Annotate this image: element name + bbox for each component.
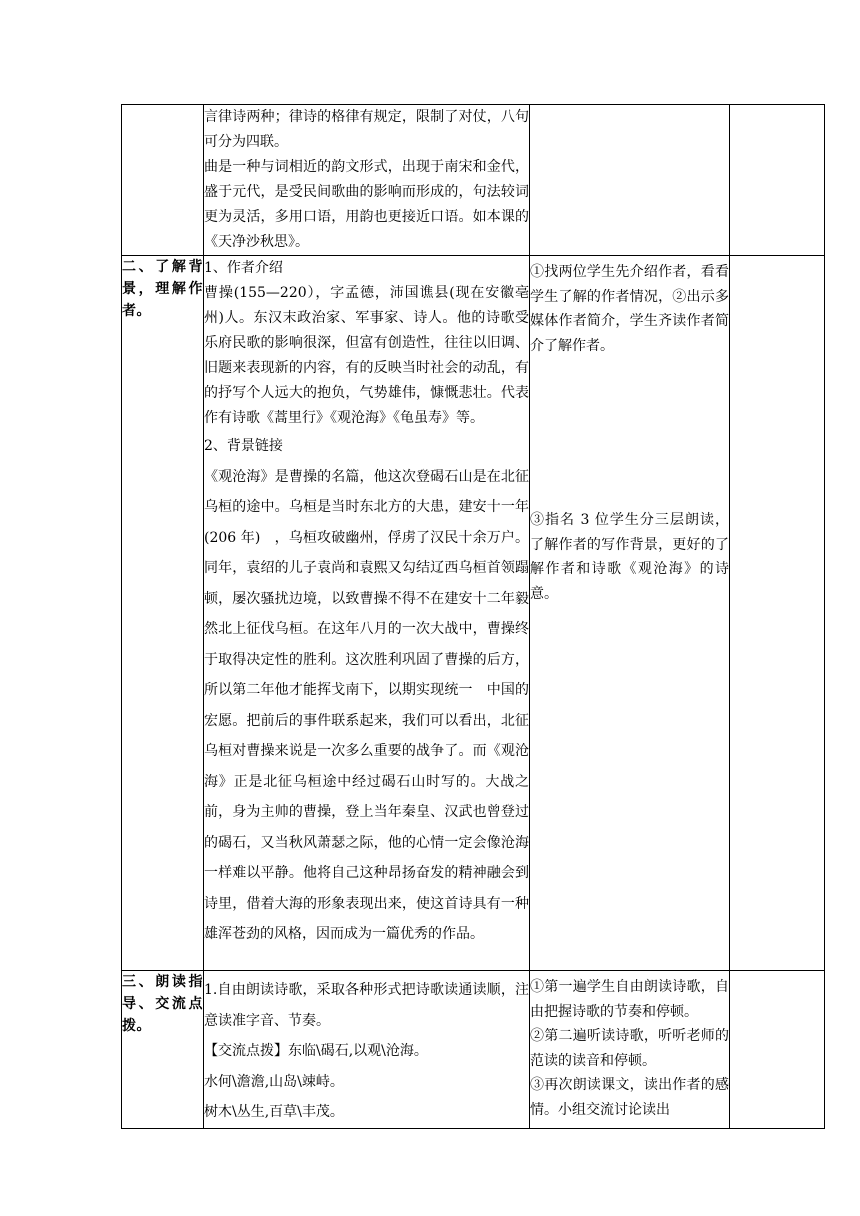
step-cell: 二、了解背景，理解作者。 — [122, 256, 204, 971]
method-cell — [530, 256, 730, 971]
step-cell — [122, 105, 204, 256]
content-cell — [204, 256, 530, 971]
content-heading: 1、作者介绍 — [204, 260, 283, 276]
table-row — [122, 971, 825, 1129]
content-paragraph: 《观沧海》是曹操的名篇，他这次登碣石山是在北征乌桓的途中。乌桓是当时东北方的大患，建安十一年(206 年) ，乌桓攻破幽州，俘虏了汉民十余万户。同年，袁绍的儿子袁尚和袁熙又勾结辽西乌桓首领蹋顿，屡次骚扰边境，以致曹操不得不在建安十二年毅然北上征伐乌桓。在这年八月的一次大战中，曹操终于取得决定性的胜利。这次胜利巩固了曹操的后方，所以第二年他才能挥戈南下，以期实现统一 中国的宏愿。把前后的事件联系起来，我们可以看出，北征乌桓对曹操来说是一次多么重要的战争了。而《观沧海》正是北征乌桓途中经过碣石山时写的。大战之前，身为主帅的曹操，登上当年秦皇、汉武也曾登过的碣石，又当秋风萧瑟之际，他的心情一定会像沧海一样难以平静。他将自己这种昂扬奋发的精神融会到诗里，借着大海的形象表现出来，使这首诗具有一种雄浑苍劲的风格，因而成为一篇优秀的作品。 — [204, 468, 529, 942]
content-cell — [204, 971, 530, 1129]
method-paragraph: ②第二遍听读诗歌，听听老师的范读的读音和停顿。 — [530, 1028, 729, 1069]
lesson-plan-table — [121, 104, 825, 1129]
method-cell — [530, 105, 730, 256]
notes-cell — [730, 971, 825, 1129]
table-row — [122, 256, 825, 971]
content-paragraph: 水何\澹澹,山岛\竦峙。 — [204, 1073, 344, 1090]
notes-cell — [730, 105, 825, 256]
content-paragraph: 曲是一种与词相近的韵文形式，出现于南宋和金代，盛于元代，是受民间歌曲的影响而形成的，句法较词更为灵活，多用口语，用韵也更接近口语。如本课的《天净沙秋思》。 — [204, 159, 529, 250]
content-cell — [204, 105, 530, 256]
content-paragraph: 1.自由朗读诗歌，采取各种形式把诗歌读通读顺，注意读准字音、节奏。 — [204, 982, 529, 1029]
content-heading: 2、背景链接 — [204, 438, 283, 454]
content-paragraph: 【交流点拨】东临\碣石,以观\沧海。 — [204, 1043, 428, 1059]
method-paragraph: ③指名 3 位学生分三层朗读，了解作者的写作背景，更好的了解作者和诗歌《观沧海》的诗意。 — [530, 512, 729, 602]
method-cell — [530, 971, 730, 1129]
content-paragraph: 曹操(155—220），字孟德，沛国谯县(现在安徽亳州)人。东汉末政治家、军事家、诗人。他的诗歌受乐府民歌的影响很深，但富有创造性，往往以旧调、旧题来表现新的内容，有的反映当时社会的动乱，有的抒写个人远大的抱负，气势雄伟，慷慨悲壮。代表作有诗歌《蒿里行》《观沧海》《龟虽寿》等。 — [204, 285, 529, 426]
content-paragraph: 树木\丛生,百草\丰茂。 — [204, 1104, 344, 1120]
method-paragraph: ③再次朗读课文，读出作者的感情。小组交流讨论读出 — [530, 1077, 729, 1118]
table-row — [122, 105, 825, 256]
step-cell: 三、朗读指导、交流点拨。 — [122, 971, 204, 1129]
content-paragraph: 言律诗两种；律诗的格律有规定，限制了对仗，八句可分为四联。 — [204, 109, 529, 150]
notes-cell — [730, 256, 825, 971]
method-paragraph: ①找两位学生先介绍作者，看看学生了解的作者情况，②出示多媒体作者简介，学生齐读作者简介了解作者。 — [530, 264, 729, 354]
method-paragraph: ①第一遍学生自由朗读诗歌，自由把握诗歌的节奏和停顿。 — [530, 979, 729, 1020]
